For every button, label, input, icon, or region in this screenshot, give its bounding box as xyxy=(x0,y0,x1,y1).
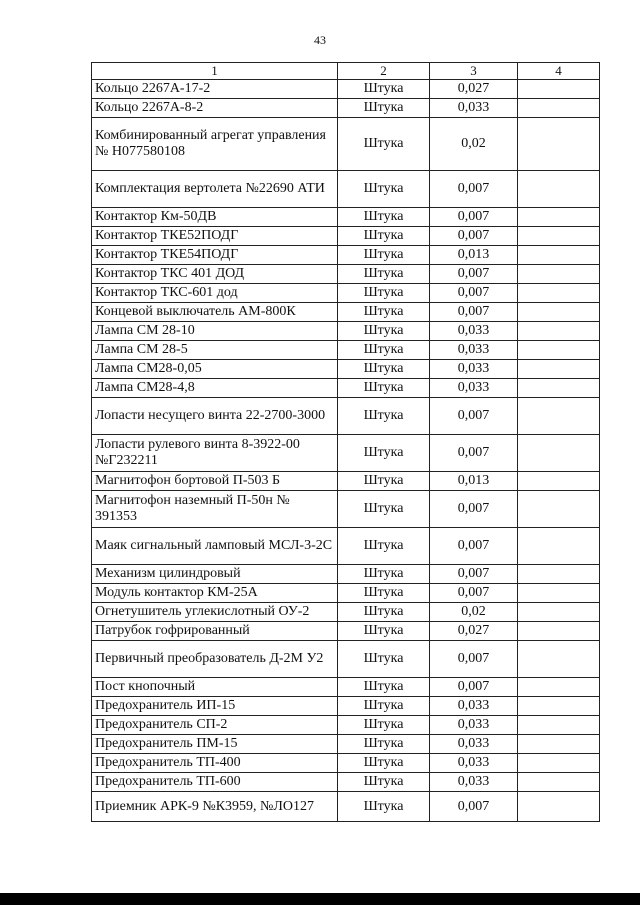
table-row xyxy=(92,208,600,227)
item-name-cell: Контактор ТКС 401 ДОД xyxy=(92,265,338,284)
unit-cell: Штука xyxy=(338,584,430,603)
value-cell: 0,033 xyxy=(430,754,518,773)
unit-cell: Штука xyxy=(338,716,430,735)
unit-cell: Штука xyxy=(338,227,430,246)
value-cell: 0,033 xyxy=(430,99,518,118)
items-table xyxy=(91,62,600,822)
col4-cell xyxy=(518,735,600,754)
unit-cell: Штука xyxy=(338,565,430,584)
header-cell-3: 3 xyxy=(430,63,518,80)
item-name-cell: Предохранитель ТП-600 xyxy=(92,773,338,792)
item-name-cell: Комбинированный агрегат управления № Н077580108 xyxy=(92,118,338,171)
col4-cell xyxy=(518,528,600,565)
table-row xyxy=(92,246,600,265)
col4-cell xyxy=(518,472,600,491)
table-row xyxy=(92,472,600,491)
table-row xyxy=(92,303,600,322)
scan-edge-bar xyxy=(0,893,640,905)
col4-cell xyxy=(518,284,600,303)
item-name-cell: Концевой выключатель АМ-800К xyxy=(92,303,338,322)
item-name-cell: Контактор ТКС-601 дод xyxy=(92,284,338,303)
unit-cell: Штука xyxy=(338,80,430,99)
unit-cell: Штука xyxy=(338,678,430,697)
item-name-cell: Лампа СМ28-0,05 xyxy=(92,360,338,379)
col4-cell xyxy=(518,565,600,584)
unit-cell: Штука xyxy=(338,99,430,118)
header-cell-4: 4 xyxy=(518,63,600,80)
col4-cell xyxy=(518,491,600,528)
table-row xyxy=(92,641,600,678)
item-name-cell: Патрубок гофрированный xyxy=(92,622,338,641)
value-cell: 0,007 xyxy=(430,584,518,603)
header-cell-2: 2 xyxy=(338,63,430,80)
value-cell: 0,013 xyxy=(430,472,518,491)
value-cell: 0,033 xyxy=(430,735,518,754)
value-cell: 0,007 xyxy=(430,435,518,472)
table-row xyxy=(92,322,600,341)
value-cell: 0,02 xyxy=(430,603,518,622)
unit-cell: Штука xyxy=(338,398,430,435)
col4-cell xyxy=(518,584,600,603)
col4-cell xyxy=(518,99,600,118)
value-cell: 0,033 xyxy=(430,773,518,792)
unit-cell: Штука xyxy=(338,735,430,754)
table-row xyxy=(92,435,600,472)
value-cell: 0,007 xyxy=(430,208,518,227)
value-cell: 0,033 xyxy=(430,341,518,360)
unit-cell: Штука xyxy=(338,208,430,227)
col4-cell xyxy=(518,603,600,622)
page-number: 43 xyxy=(314,33,326,47)
item-name-cell: Модуль контактор КМ-25А xyxy=(92,584,338,603)
table-header-row xyxy=(92,63,600,80)
unit-cell: Штука xyxy=(338,528,430,565)
unit-cell: Штука xyxy=(338,341,430,360)
unit-cell: Штука xyxy=(338,379,430,398)
table-row xyxy=(92,565,600,584)
col4-cell xyxy=(518,678,600,697)
unit-cell: Штука xyxy=(338,603,430,622)
col4-cell xyxy=(518,398,600,435)
item-name-cell: Лампа СМ 28-5 xyxy=(92,341,338,360)
table-row xyxy=(92,398,600,435)
item-name-cell: Предохранитель ТП-400 xyxy=(92,754,338,773)
item-name-cell: Лопасти рулевого винта 8-3922-00 №Г232211 xyxy=(92,435,338,472)
header-cell-1: 1 xyxy=(92,63,338,80)
item-name-cell: Пост кнопочный xyxy=(92,678,338,697)
value-cell: 0,033 xyxy=(430,360,518,379)
value-cell: 0,007 xyxy=(430,528,518,565)
table-body xyxy=(92,63,600,822)
col4-cell xyxy=(518,208,600,227)
unit-cell: Штука xyxy=(338,472,430,491)
value-cell: 0,033 xyxy=(430,322,518,341)
item-name-cell: Лампа СМ 28-10 xyxy=(92,322,338,341)
table-row xyxy=(92,360,600,379)
table-row xyxy=(92,716,600,735)
col4-cell xyxy=(518,773,600,792)
table-row xyxy=(92,171,600,208)
unit-cell: Штука xyxy=(338,435,430,472)
unit-cell: Штука xyxy=(338,118,430,171)
col4-cell xyxy=(518,227,600,246)
table-row xyxy=(92,735,600,754)
value-cell: 0,033 xyxy=(430,379,518,398)
table-row xyxy=(92,80,600,99)
unit-cell: Штука xyxy=(338,622,430,641)
value-cell: 0,007 xyxy=(430,792,518,822)
col4-cell xyxy=(518,379,600,398)
unit-cell: Штука xyxy=(338,754,430,773)
item-name-cell: Контактор Км-50ДВ xyxy=(92,208,338,227)
unit-cell: Штука xyxy=(338,641,430,678)
table-row xyxy=(92,99,600,118)
unit-cell: Штука xyxy=(338,491,430,528)
table-row xyxy=(92,284,600,303)
table-row xyxy=(92,603,600,622)
table-row xyxy=(92,678,600,697)
col4-cell xyxy=(518,171,600,208)
item-name-cell: Лампа СМ28-4,8 xyxy=(92,379,338,398)
value-cell: 0,033 xyxy=(430,697,518,716)
item-name-cell: Приемник АРК-9 №К3959, №ЛО127 xyxy=(92,792,338,822)
item-name-cell: Первичный преобразователь Д-2М У2 xyxy=(92,641,338,678)
unit-cell: Штука xyxy=(338,322,430,341)
col4-cell xyxy=(518,303,600,322)
col4-cell xyxy=(518,641,600,678)
table-row xyxy=(92,341,600,360)
col4-cell xyxy=(518,265,600,284)
unit-cell: Штука xyxy=(338,171,430,208)
value-cell: 0,007 xyxy=(430,491,518,528)
col4-cell xyxy=(518,322,600,341)
table-row xyxy=(92,697,600,716)
col4-cell xyxy=(518,80,600,99)
item-name-cell: Контактор ТКЕ54ПОДГ xyxy=(92,246,338,265)
table-row xyxy=(92,265,600,284)
value-cell: 0,013 xyxy=(430,246,518,265)
col4-cell xyxy=(518,246,600,265)
col4-cell xyxy=(518,360,600,379)
value-cell: 0,007 xyxy=(430,171,518,208)
item-name-cell: Кольцо 2267А-8-2 xyxy=(92,99,338,118)
item-name-cell: Огнетушитель углекислотный ОУ-2 xyxy=(92,603,338,622)
table-row xyxy=(92,379,600,398)
col4-cell xyxy=(518,622,600,641)
item-name-cell: Предохранитель ПМ-15 xyxy=(92,735,338,754)
unit-cell: Штука xyxy=(338,265,430,284)
item-name-cell: Предохранитель ИП-15 xyxy=(92,697,338,716)
table-row xyxy=(92,118,600,171)
value-cell: 0,007 xyxy=(430,565,518,584)
unit-cell: Штука xyxy=(338,792,430,822)
value-cell: 0,007 xyxy=(430,284,518,303)
table-row xyxy=(92,792,600,822)
value-cell: 0,007 xyxy=(430,227,518,246)
table-row xyxy=(92,773,600,792)
unit-cell: Штука xyxy=(338,303,430,322)
item-name-cell: Кольцо 2267А-17-2 xyxy=(92,80,338,99)
table-row xyxy=(92,584,600,603)
value-cell: 0,02 xyxy=(430,118,518,171)
value-cell: 0,007 xyxy=(430,303,518,322)
item-name-cell: Магнитофон наземный П-50н № 391353 xyxy=(92,491,338,528)
col4-cell xyxy=(518,118,600,171)
item-name-cell: Маяк сигнальный ламповый МСЛ-3-2С xyxy=(92,528,338,565)
col4-cell xyxy=(518,716,600,735)
value-cell: 0,007 xyxy=(430,678,518,697)
col4-cell xyxy=(518,341,600,360)
item-name-cell: Комплектация вертолета №22690 АТИ xyxy=(92,171,338,208)
value-cell: 0,033 xyxy=(430,716,518,735)
item-name-cell: Контактор ТКЕ52ПОДГ xyxy=(92,227,338,246)
col4-cell xyxy=(518,435,600,472)
unit-cell: Штука xyxy=(338,360,430,379)
col4-cell xyxy=(518,697,600,716)
item-name-cell: Механизм цилиндровый xyxy=(92,565,338,584)
item-name-cell: Магнитофон бортовой П-503 Б xyxy=(92,472,338,491)
table-row xyxy=(92,491,600,528)
unit-cell: Штука xyxy=(338,246,430,265)
col4-cell xyxy=(518,792,600,822)
value-cell: 0,027 xyxy=(430,622,518,641)
value-cell: 0,027 xyxy=(430,80,518,99)
table-row xyxy=(92,528,600,565)
unit-cell: Штука xyxy=(338,773,430,792)
table-row xyxy=(92,622,600,641)
value-cell: 0,007 xyxy=(430,398,518,435)
table-row xyxy=(92,227,600,246)
item-name-cell: Предохранитель СП-2 xyxy=(92,716,338,735)
unit-cell: Штука xyxy=(338,697,430,716)
item-name-cell: Лопасти несущего винта 22-2700-3000 xyxy=(92,398,338,435)
table-row xyxy=(92,754,600,773)
value-cell: 0,007 xyxy=(430,641,518,678)
value-cell: 0,007 xyxy=(430,265,518,284)
col4-cell xyxy=(518,754,600,773)
unit-cell: Штука xyxy=(338,284,430,303)
